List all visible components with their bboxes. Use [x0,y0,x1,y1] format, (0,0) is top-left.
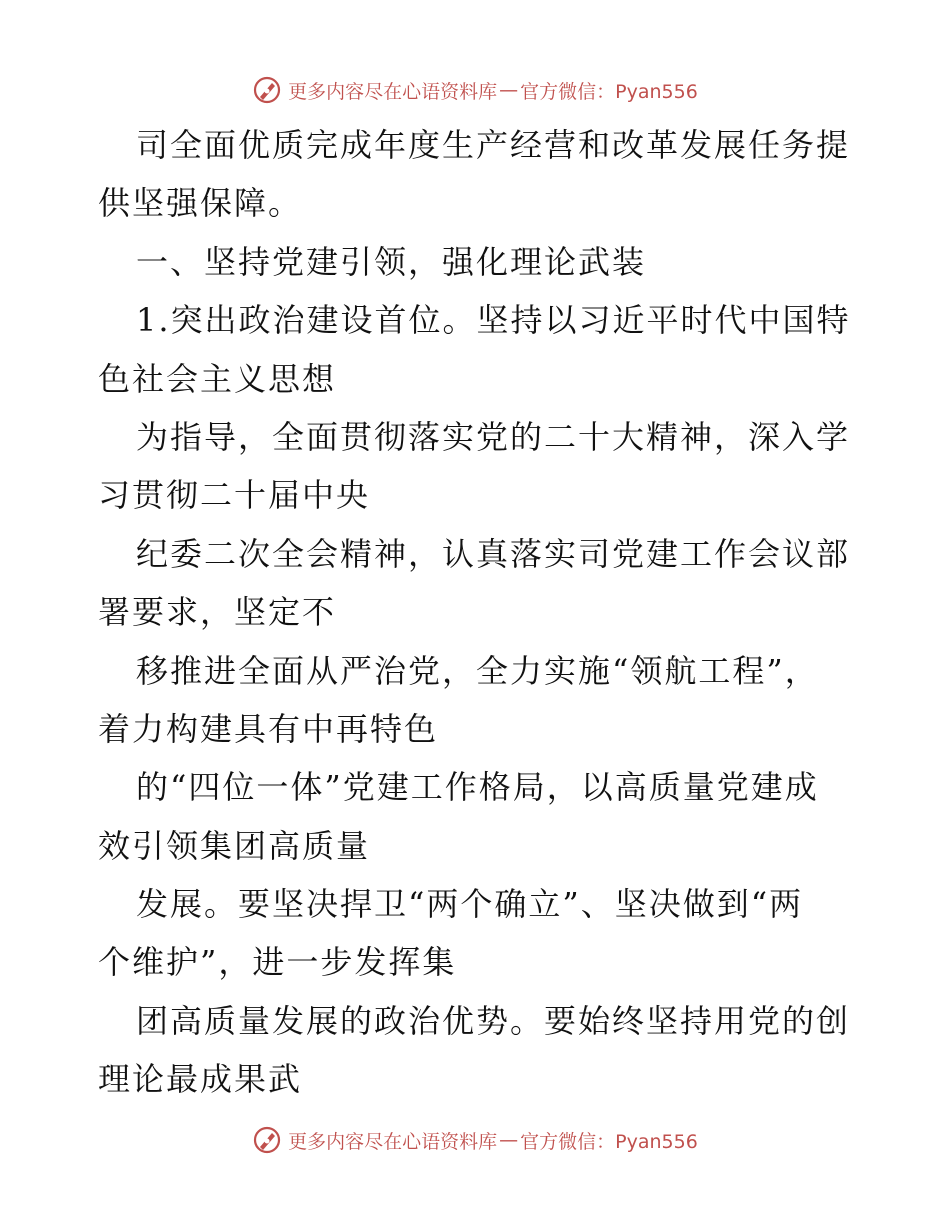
document-body [98,116,858,1109]
text-line: 1.突出政治建设首位。坚持以习近平时代中国特 [136,301,851,340]
text-line: 理论最成果武 [98,1060,303,1099]
text-line: 为指导，全面贯彻落实党的二十大精神，深入学 [136,417,851,456]
text-line: 署要求，坚定不 [98,593,337,632]
text-line: 的“四位一体”党建工作格局，以高质量党建成 [136,768,819,807]
text-line: 个维护”，进一步发挥集 [98,943,457,982]
text-line: 色社会主义思想 [98,359,337,398]
text-line: 习贯彻二十届中央 [98,476,371,515]
footer-watermark [0,1120,950,1160]
text-line: 着力构建具有中再特色 [98,709,439,748]
header-watermark [0,70,950,110]
watermark-separator: — [499,1129,519,1151]
pen-circle-logo-icon [252,1125,282,1155]
watermark-text: 更多内容尽在心语资料库 [288,1130,498,1153]
text-line: 纪委二次全会精神，认真落实司党建工作会议部 [136,534,851,573]
text-line: 移推进全面从严治党，全力实施“领航工程”， [136,651,819,690]
text-line: 发展。要坚决捍卫“两个确立”、坚决做到“两 [136,885,804,924]
section-heading: 一、坚持党建引领，强化理论武装 [136,242,647,281]
text-line: 司全面优质完成年度生产经营和改革发展任务提 [136,126,851,164]
text-line: 供坚强保障。 [98,184,303,223]
pen-circle-logo-icon [252,75,282,105]
watermark-wechat: 官方微信：Pyan556 [520,1130,698,1153]
watermark-wechat: 官方微信：Pyan556 [520,80,698,103]
watermark-text: 更多内容尽在心语资料库 [288,80,498,103]
text-line: 效引领集团高质量 [98,826,371,865]
text-line: 团高质量发展的政治优势。要始终坚持用党的创 [136,1001,851,1040]
watermark-separator: — [499,79,519,101]
